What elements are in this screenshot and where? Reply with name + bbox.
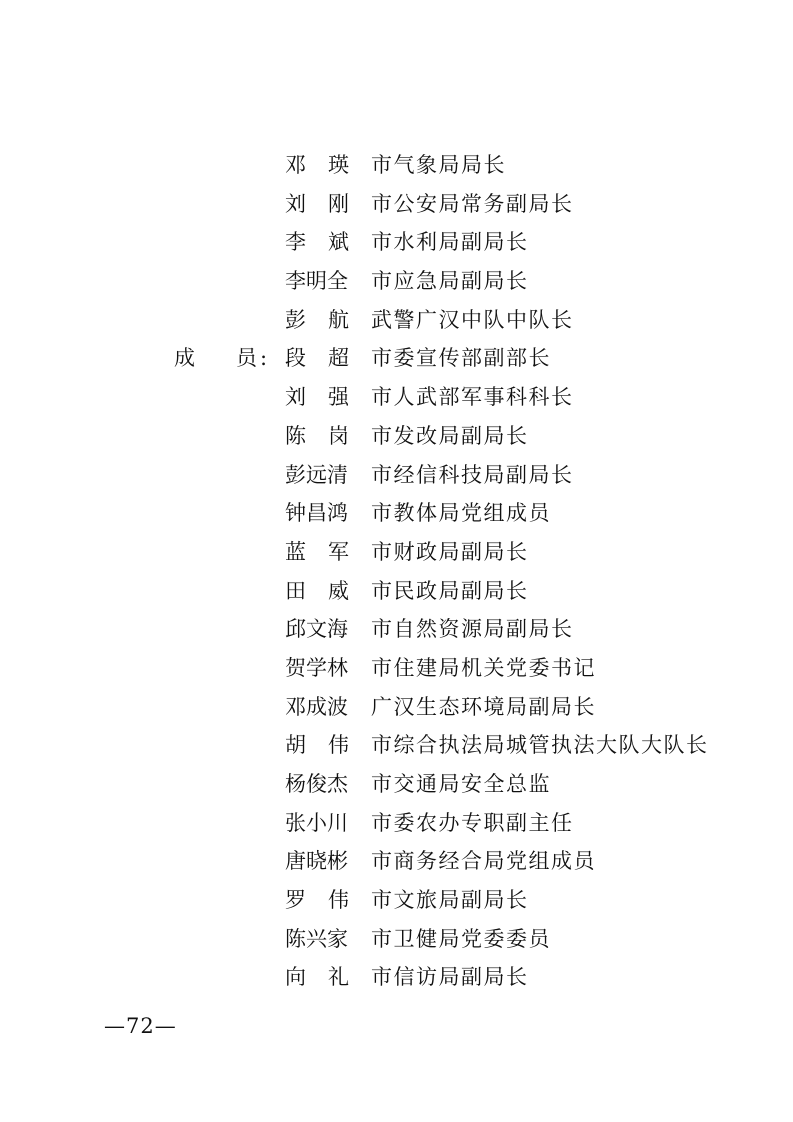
roster-row [174,223,734,262]
roster-row [174,494,734,533]
member-name [285,339,349,378]
member-name-char: 刚 [328,191,349,216]
roster-row [174,301,734,340]
member-name: 杨俊杰 [285,772,348,796]
member-name-char: 向 [285,965,306,990]
member-name: 唐晓彬 [285,849,348,874]
member-name [285,572,349,611]
member-name-char: 强 [328,385,349,410]
member-title: 市住建局机关党委书记 [371,655,596,680]
member-title: 市信访局副局长 [371,965,529,990]
member-name-char: 刘 [285,191,306,216]
member-name-char: 斌 [328,230,349,255]
member-name-char: 伟 [328,888,349,913]
member-name: 陈兴家 [285,926,348,951]
roster-row [174,726,734,765]
member-name: 李明全 [285,269,348,294]
member-name [285,533,349,572]
member-name [285,146,349,185]
member-roster [174,146,734,997]
member-title: 市经信科技局副局长 [371,462,574,487]
roster-row [174,146,734,185]
member-title: 市商务经合局党组成员 [371,849,596,874]
member-name [285,881,349,920]
member-name-char: 礼 [328,965,349,990]
member-name-char: 彭 [285,307,306,332]
roster-row [174,339,734,378]
roster-row [174,804,734,843]
member-title: 市财政局副局长 [371,539,529,564]
member-title: 市委农办专职副主任 [371,810,574,835]
member-title: 市卫健局党委委员 [371,926,551,951]
member-name: 张小川 [285,810,348,835]
roster-row [174,533,734,572]
member-name-char: 岗 [328,423,349,448]
roster-row [174,262,734,301]
member-name [285,185,349,224]
member-name-char: 伟 [328,733,349,758]
roster-row [174,456,734,495]
member-name-char: 刘 [285,385,306,410]
member-title: 市人武部军事科科长 [371,385,574,410]
roster-row [174,920,734,959]
member-title: 市综合执法局城管执法大队大队长 [371,733,709,758]
members-label-char-1: 成 [174,346,195,371]
member-name: 钟昌鸿 [285,501,348,526]
member-name-char: 蓝 [285,539,306,564]
members-label-colon: : [260,346,268,371]
member-title: 市公安局常务副局长 [371,191,574,216]
roster-row [174,417,734,456]
roster-row [174,958,734,997]
roster-row [174,649,734,688]
page-number: —72— [104,1014,177,1038]
member-name [285,378,349,417]
member-name-char: 威 [328,578,349,603]
member-name-char: 军 [328,539,349,564]
member-name-char: 航 [328,307,349,332]
member-title: 市教体局党组成员 [371,501,551,526]
member-title: 市交通局安全总监 [371,772,551,796]
member-name: 邱文海 [285,617,348,642]
member-title: 市气象局局长 [371,153,506,177]
member-name [285,417,349,456]
member-title: 武警广汉中队中队长 [371,307,574,332]
roster-row [174,378,734,417]
member-title: 市发改局副局长 [371,423,529,448]
member-title: 市民政局副局长 [371,578,529,603]
roster-row [174,610,734,649]
members-label-char-2: 员 [236,346,257,371]
member-name-char: 田 [285,578,306,603]
roster-row [174,572,734,611]
member-name: 邓成波 [285,694,348,719]
member-name: 彭远清 [285,462,348,487]
member-name-char: 罗 [285,888,306,913]
roster-row [174,765,734,804]
member-title: 市文旅局副局长 [371,888,529,913]
member-name [285,958,349,997]
member-name: 贺学林 [285,655,348,680]
roster-row [174,881,734,920]
member-name-char: 李 [285,230,306,255]
roster-row [174,688,734,727]
member-name-char: 胡 [285,733,306,758]
member-name-char: 段 [285,346,306,371]
member-title: 广汉生态环境局副局长 [371,694,596,719]
member-name-char: 陈 [285,423,306,448]
member-title: 市委宣传部副部长 [371,346,551,371]
member-name-char: 超 [328,346,349,371]
member-title: 市水利局副局长 [371,230,529,255]
member-title: 市自然资源局副局长 [371,617,574,642]
member-name [285,726,349,765]
roster-row [174,842,734,881]
member-title: 市应急局副局长 [371,269,529,294]
member-name-char: 邓 [285,153,306,177]
member-name [285,223,349,262]
member-name [285,301,349,340]
roster-row [174,185,734,224]
member-name-char: 瑛 [328,153,349,177]
